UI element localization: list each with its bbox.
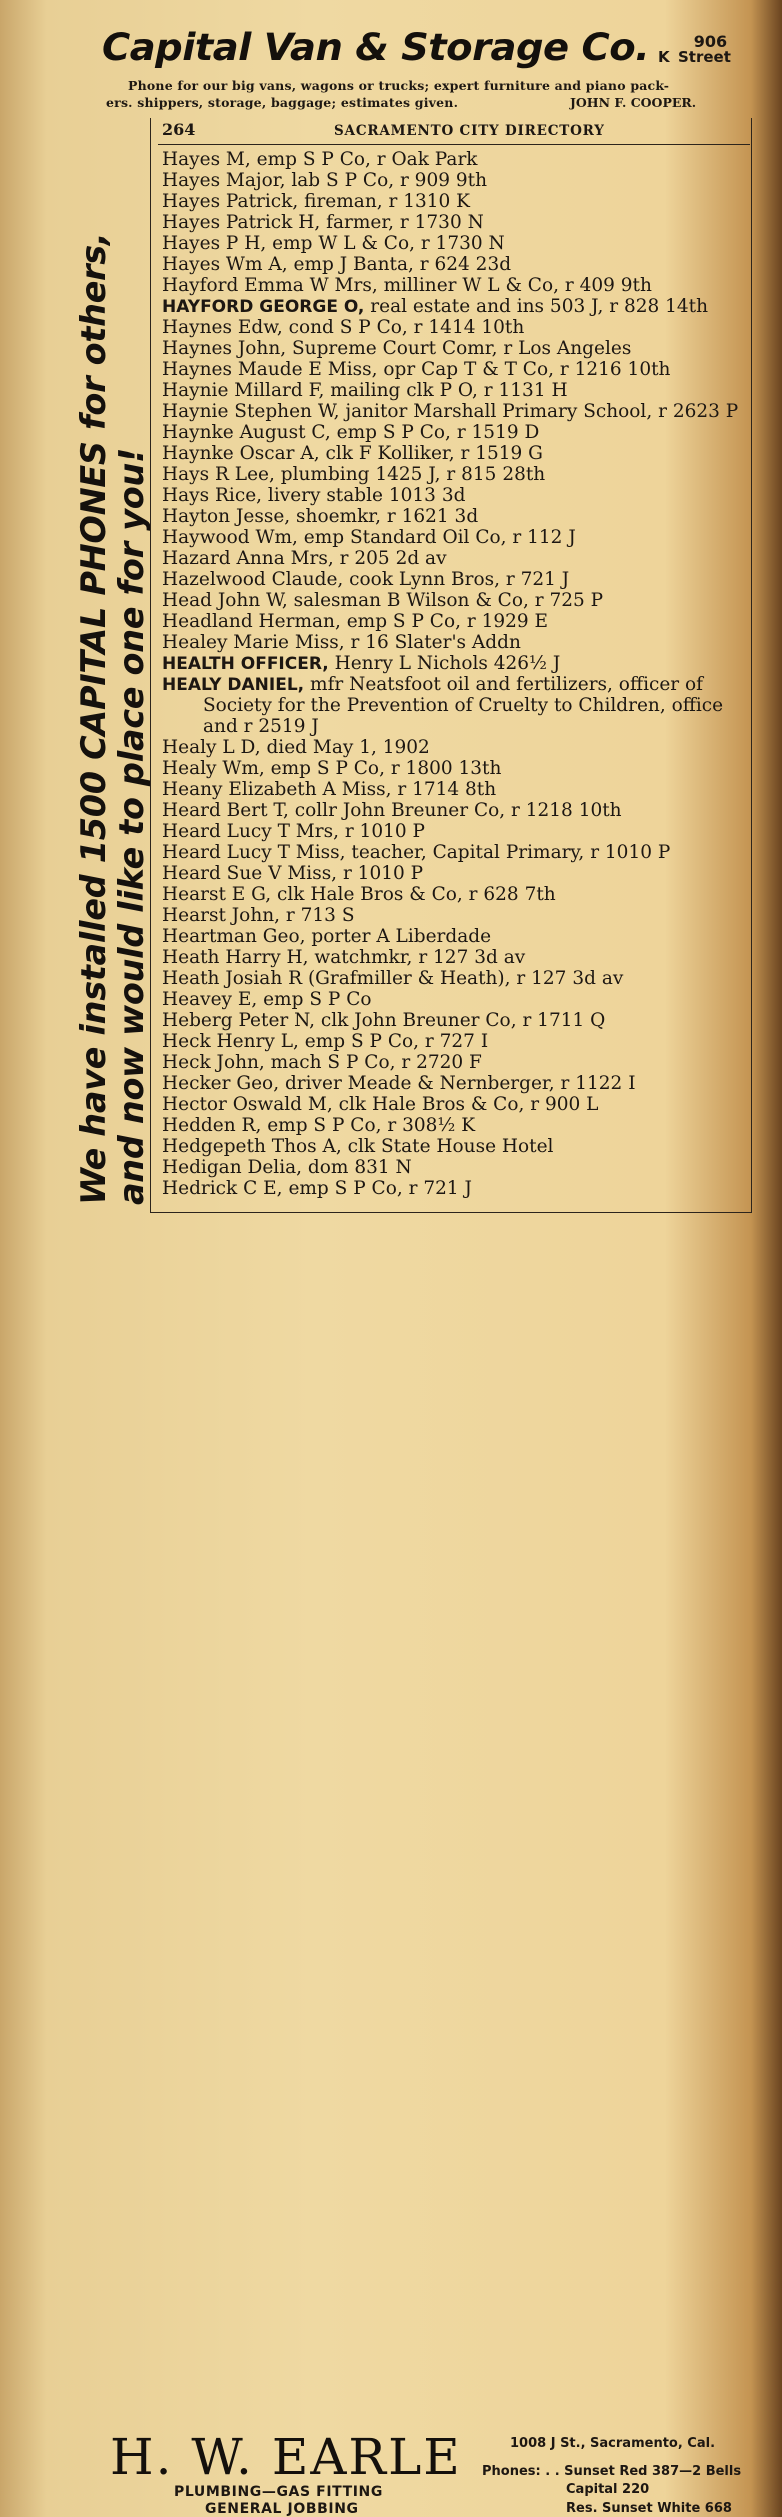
entry-text: Healy Wm, emp S P Co, r 1800 13th bbox=[162, 758, 502, 779]
bottom-advertisement bbox=[0, 1212, 782, 2517]
directory-entry bbox=[162, 275, 752, 296]
entry-text: Haywood Wm, emp Standard Oil Co, r 112 J bbox=[162, 527, 576, 548]
ad-address bbox=[658, 32, 731, 66]
earle-address: 1008 J St., Sacramento, Cal. bbox=[510, 2436, 716, 2451]
directory-entry bbox=[162, 212, 752, 233]
entry-text: Hayes M, emp S P Co, r Oak Park bbox=[162, 149, 478, 170]
entry-text: Haynie Stephen W, janitor Marshall Primary School, r 2623 P bbox=[162, 401, 739, 422]
entry-bold-name: HEALTH OFFICER, bbox=[162, 654, 329, 674]
entry-text: Hayes Major, lab S P Co, r 909 9th bbox=[162, 170, 487, 191]
ad-address-street: Street bbox=[678, 48, 731, 66]
directory-entry bbox=[162, 338, 752, 359]
directory-entry bbox=[162, 947, 752, 968]
directory-entry bbox=[162, 422, 752, 443]
entry-text: Heard Lucy T Mrs, r 1010 P bbox=[162, 821, 425, 842]
directory-entry bbox=[162, 653, 752, 674]
directory-entry bbox=[162, 317, 752, 338]
entry-text: Henry L Nichols 426½ J bbox=[328, 653, 561, 674]
page-number: 264 bbox=[162, 120, 196, 139]
entry-text: Hector Oswald M, clk Hale Bros & Co, r 900 L bbox=[162, 1094, 599, 1115]
directory-entry bbox=[162, 1094, 752, 1115]
entry-text: Heard Lucy T Miss, teacher, Capital Primary, r 1010 P bbox=[162, 842, 671, 863]
directory-entry bbox=[162, 527, 752, 548]
directory-entry bbox=[162, 842, 752, 863]
ad-owner: JOHN F. COOPER. bbox=[570, 95, 697, 110]
directory-entry bbox=[162, 968, 752, 989]
entry-text: Heck Henry L, emp S P Co, r 727 I bbox=[162, 1031, 489, 1052]
entry-text: Haynes Edw, cond S P Co, r 1414 10th bbox=[162, 317, 525, 338]
directory-entry bbox=[162, 380, 752, 401]
entry-text: Hazard Anna Mrs, r 205 2d av bbox=[162, 548, 447, 569]
directory-entry bbox=[162, 359, 752, 380]
directory-entry bbox=[162, 884, 752, 905]
entry-bold-name: HAYFORD GEORGE O, bbox=[162, 297, 365, 317]
entry-text: Heartman Geo, porter A Liberdade bbox=[162, 926, 492, 947]
directory-entry bbox=[162, 548, 752, 569]
earle-services-2: GENERAL JOBBING bbox=[205, 2501, 359, 2517]
directory-entry bbox=[162, 485, 752, 506]
directory-entry bbox=[162, 737, 752, 758]
directory-entry bbox=[162, 401, 752, 422]
entry-text: Hearst E G, clk Hale Bros & Co, r 628 7th bbox=[162, 884, 556, 905]
directory-entry bbox=[162, 170, 752, 191]
directory-entry bbox=[162, 1010, 752, 1031]
entry-text: Haynke Oscar A, clk F Kolliker, r 1519 G bbox=[162, 443, 543, 464]
directory-entry bbox=[162, 863, 752, 884]
entry-text: mfr Neatsfoot oil and fertilizers, officer of bbox=[304, 674, 704, 695]
directory-title: SACRAMENTO CITY DIRECTORY bbox=[334, 123, 605, 139]
top-advertisement bbox=[0, 0, 782, 118]
directory-entry bbox=[162, 1052, 752, 1073]
directory-entry bbox=[162, 905, 752, 926]
directory-entry bbox=[162, 1178, 752, 1199]
earle-phone-3: Res. Sunset White 668 bbox=[566, 2501, 732, 2516]
entry-text: Heany Elizabeth A Miss, r 1714 8th bbox=[162, 779, 497, 800]
directory-entry bbox=[162, 464, 752, 485]
ad-services-line-2: ers. shippers, storage, baggage; estimates given. bbox=[106, 95, 459, 110]
directory-entry bbox=[162, 149, 752, 170]
directory-entry bbox=[162, 758, 752, 779]
vertical-ad-line-1: We have installed 1500 CAPITAL PHONES for others, bbox=[74, 232, 113, 1205]
entry-text: Hedden R, emp S P Co, r 308½ K bbox=[162, 1115, 476, 1136]
entry-text: Hedgepeth Thos A, clk State House Hotel bbox=[162, 1136, 554, 1157]
ad-address-number: 906 bbox=[693, 32, 728, 51]
directory-entry bbox=[162, 611, 752, 632]
entry-text: Healy L D, died May 1, 1902 bbox=[162, 737, 430, 758]
vertical-ad-line-2: and now would like to place one for you! bbox=[112, 448, 151, 1205]
directory-entry bbox=[162, 674, 752, 695]
entry-text: Heard Sue V Miss, r 1010 P bbox=[162, 863, 424, 884]
directory-entry bbox=[162, 569, 752, 590]
entry-text: Haynie Millard F, mailing clk P O, r 1131 H bbox=[162, 380, 568, 401]
earle-phone-1: Phones: . . Sunset Red 387—2 Bells bbox=[482, 2464, 742, 2479]
ad-services-line-1: Phone for our big vans, wagons or trucks; expert furniture and piano pack- bbox=[128, 78, 670, 93]
entry-text: Hayton Jesse, shoemkr, r 1621 3d bbox=[162, 506, 479, 527]
earle-phone-2: Capital 220 bbox=[566, 2482, 650, 2497]
earle-name: H. W. EARLE bbox=[110, 2428, 462, 2486]
entry-text: Haynes John, Supreme Court Comr, r Los Angeles bbox=[162, 338, 632, 359]
entry-text: Hayford Emma W Mrs, milliner W L & Co, r 409 9th bbox=[162, 275, 652, 296]
entry-text: Heard Bert T, collr John Breuner Co, r 1218 10th bbox=[162, 800, 622, 821]
entry-text: Hazelwood Claude, cook Lynn Bros, r 721 J bbox=[162, 569, 570, 590]
directory-entry bbox=[162, 1157, 752, 1178]
directory-entries bbox=[162, 149, 752, 1199]
directory-entry bbox=[162, 1073, 752, 1094]
entry-text: Hedrick C E, emp S P Co, r 721 J bbox=[162, 1178, 472, 1199]
earle-services-1: PLUMBING—GAS FITTING bbox=[174, 2484, 383, 2500]
directory-entry bbox=[162, 779, 752, 800]
entry-text: Haynes Maude E Miss, opr Cap T & T Co, r 1216 10th bbox=[162, 359, 671, 380]
entry-text: and r 2519 J bbox=[203, 716, 319, 737]
directory-entry bbox=[162, 506, 752, 527]
directory-entry bbox=[162, 1115, 752, 1136]
directory-entry bbox=[162, 443, 752, 464]
entry-text: Heath Josiah R (Grafmiller & Heath), r 127 3d av bbox=[162, 968, 624, 989]
directory-entry bbox=[162, 695, 752, 716]
entry-text: Society for the Prevention of Cruelty to Children, office bbox=[203, 695, 724, 716]
entry-text: Hayes Patrick, fireman, r 1310 K bbox=[162, 191, 470, 212]
entry-text: Hays R Lee, plumbing 1425 J, r 815 28th bbox=[162, 464, 546, 485]
directory-entry bbox=[162, 1031, 752, 1052]
entry-text: Hayes Wm A, emp J Banta, r 624 23d bbox=[162, 254, 512, 275]
directory-entry bbox=[162, 800, 752, 821]
directory-entry bbox=[162, 821, 752, 842]
entry-text: Hedigan Delia, dom 831 N bbox=[162, 1157, 412, 1178]
entry-text: Hecker Geo, driver Meade & Nernberger, r 1122 I bbox=[162, 1073, 636, 1094]
entry-text: Haynke August C, emp S P Co, r 1519 D bbox=[162, 422, 540, 443]
page-header bbox=[158, 120, 750, 145]
ad-address-k: K bbox=[658, 48, 670, 66]
vertical-advertisement bbox=[75, 115, 151, 1205]
entry-text: Healey Marie Miss, r 16 Slater's Addn bbox=[162, 632, 521, 653]
entry-text: Head John W, salesman B Wilson & Co, r 725 P bbox=[162, 590, 604, 611]
directory-entry bbox=[162, 632, 752, 653]
entry-text: real estate and ins 503 J, r 828 14th bbox=[364, 296, 709, 317]
directory-entry bbox=[162, 1136, 752, 1157]
entry-text: Heberg Peter N, clk John Breuner Co, r 1711 Q bbox=[162, 1010, 606, 1031]
directory-entry bbox=[162, 254, 752, 275]
directory-entry bbox=[162, 926, 752, 947]
directory-entry bbox=[162, 296, 752, 317]
directory-entry bbox=[162, 716, 752, 737]
directory-entry bbox=[162, 191, 752, 212]
entry-text: Hays Rice, livery stable 1013 3d bbox=[162, 485, 466, 506]
entry-text: Heath Harry H, watchmkr, r 127 3d av bbox=[162, 947, 526, 968]
directory-entry bbox=[162, 233, 752, 254]
directory-entry bbox=[162, 989, 752, 1010]
entry-text: Headland Herman, emp S P Co, r 1929 E bbox=[162, 611, 549, 632]
directory-entry bbox=[162, 590, 752, 611]
entry-bold-name: HEALY DANIEL, bbox=[162, 675, 305, 695]
entry-text: Heck John, mach S P Co, r 2720 F bbox=[162, 1052, 482, 1073]
entry-text: Heavey E, emp S P Co bbox=[162, 989, 372, 1010]
entry-text: Hearst John, r 713 S bbox=[162, 905, 355, 926]
entry-text: Hayes Patrick H, farmer, r 1730 N bbox=[162, 212, 484, 233]
ad-title: Capital Van & Storage Co. bbox=[102, 26, 650, 69]
entry-text: Hayes P H, emp W L & Co, r 1730 N bbox=[162, 233, 505, 254]
